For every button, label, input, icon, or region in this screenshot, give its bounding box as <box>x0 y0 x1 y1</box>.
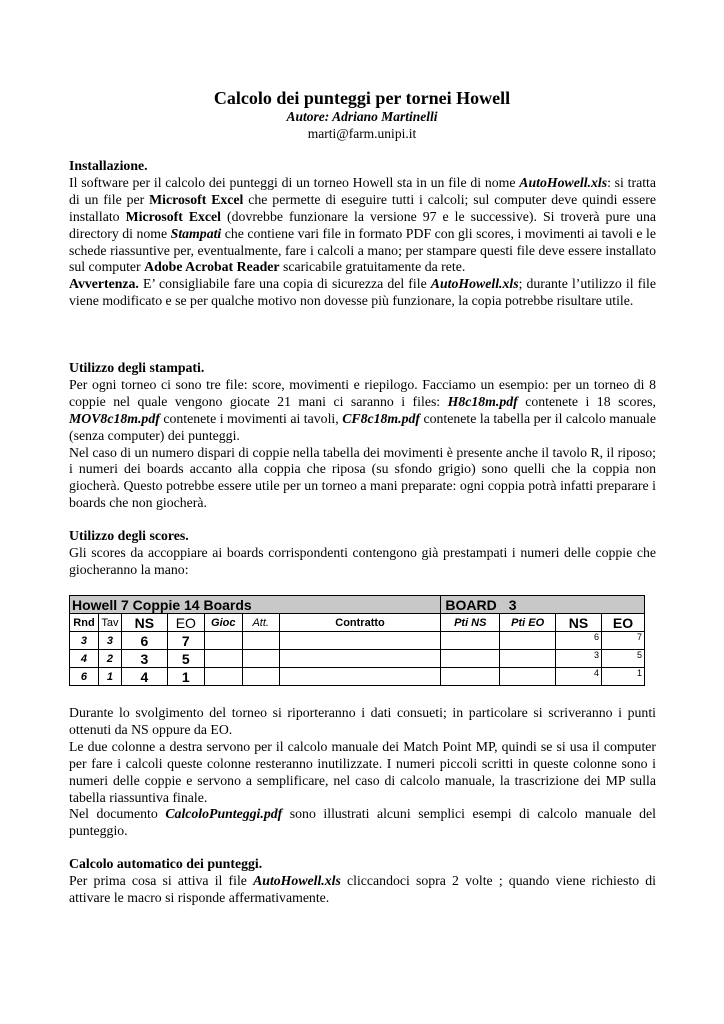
cell-eo: 1 <box>167 668 204 686</box>
cell-contratto <box>279 668 441 686</box>
cell-mp-eo: 7 <box>601 632 644 650</box>
board-label: BOARD <box>445 596 497 613</box>
paragraph-automatico-1: Per prima cosa si attiva il file AutoHowell.xls cliccandoci sopra 2 volte ; quando viene richiesto di attivare le macro si risponde affermativamente. <box>69 872 656 905</box>
cell-pti-eo <box>500 650 556 668</box>
cell-att <box>242 632 279 650</box>
cell-ns: 4 <box>121 668 167 686</box>
cell-pti-ns <box>441 632 500 650</box>
cell-tav: 3 <box>98 632 121 650</box>
cell-pti-eo <box>500 632 556 650</box>
board-number: 3 <box>508 596 517 613</box>
cell-gioc <box>204 668 242 686</box>
cell-mp-eo: 1 <box>601 668 644 686</box>
heading-automatico: Calcolo automatico dei punteggi. <box>69 856 263 871</box>
section-scores <box>69 528 656 579</box>
col-rnd: Rnd <box>70 614 99 632</box>
cell-mp-eo: 5 <box>601 650 644 668</box>
document-author: Autore: Adriano Martinelli <box>286 109 438 124</box>
paragraph-dopo-2: Le due colonne a destra servono per il calcolo manuale dei Match Point MP, quindi se si usa il computer per fare i calcoli queste colonne resteranno inutilizzate. I numeri piccoli scritti in queste colonne sono i numeri delle coppie e servono a semplificare, nel caso di calcolo manuale, la trascrizione dei MP sulla tabella riassuntiva finale. <box>69 738 656 805</box>
cell-rnd: 6 <box>70 668 99 686</box>
section-stampati <box>69 360 656 512</box>
cell-contratto <box>279 632 441 650</box>
col-eo: EO <box>167 614 204 632</box>
paragraph-dopo-3: Nel documento CalcoloPunteggi.pdf sono illustrati alcuni semplici esempi di calcolo manuale del punteggio. <box>69 806 656 839</box>
col-mp-eo: EO <box>601 614 644 632</box>
cell-tav: 1 <box>98 668 121 686</box>
cell-mp-ns: 3 <box>556 650 602 668</box>
cell-mp-ns: 4 <box>556 668 602 686</box>
col-gioc: Gioc <box>204 614 242 632</box>
col-ns: NS <box>121 614 167 632</box>
table-row <box>70 632 645 650</box>
paragraph-stampati-2: Nel caso di un numero dispari di coppie nella tabella dei movimenti è presente anche il tavolo R, il riposo; i numeri dei boards accanto alla coppia che riposa (su sfondo grigio) sono quelli che la coppia non giocherà. Questo potrebbe essere utile per un torneo a mani preparate: ogni coppia potrà infatti preparare i boards che non giocherà. <box>69 444 656 511</box>
cell-pti-ns <box>441 650 500 668</box>
heading-stampati: Utilizzo degli stampati. <box>69 360 205 375</box>
paragraph-stampati-1: Per ogni torneo ci sono tre file: score, movimenti e riepilogo. Facciamo un esempio: per un torneo di 8 coppie nel quale vengono giocate 21 mani ci saranno i files: H8c18m.pdf contenete i 18 scores, MOV8c18m.pdf contenete i movimenti ai tavoli, CF8c18m.pdf contenete la tabella per il calcolo manuale (senza computer) dei punteggi. <box>69 376 657 443</box>
score-table-title: Howell 7 Coppie 14 Boards <box>70 596 441 614</box>
cell-rnd: 4 <box>70 650 99 668</box>
col-mp-ns: NS <box>556 614 602 632</box>
cell-pti-eo <box>500 668 556 686</box>
col-att: Att. <box>242 614 279 632</box>
cell-pti-ns <box>441 668 500 686</box>
board-indicator <box>441 596 645 614</box>
section-dopo-tabella <box>69 705 656 840</box>
score-table <box>69 595 645 686</box>
col-contratto: Contratto <box>279 614 441 632</box>
col-tav: Tav <box>98 614 121 632</box>
score-table-header <box>70 596 645 614</box>
author-email: marti@farm.unipi.it <box>307 126 417 141</box>
col-pti-ns: Pti NS <box>441 614 500 632</box>
score-table-columns <box>70 614 645 632</box>
cell-gioc <box>204 632 242 650</box>
cell-ns: 3 <box>121 650 167 668</box>
table-row <box>70 650 645 668</box>
cell-eo: 5 <box>167 650 204 668</box>
table-row <box>70 668 645 686</box>
cell-att <box>242 668 279 686</box>
cell-rnd: 3 <box>70 632 99 650</box>
section-installazione <box>69 158 656 310</box>
section-automatico <box>69 856 656 907</box>
document-title: Calcolo dei punteggi per tornei Howell <box>213 88 511 108</box>
col-pti-eo: Pti EO <box>500 614 556 632</box>
heading-scores: Utilizzo degli scores. <box>69 528 189 543</box>
cell-mp-ns: 6 <box>556 632 602 650</box>
paragraph-installazione-1: Il software per il calcolo dei punteggi di un torneo Howell sta in un file di nome AutoHowell.xls: si tratta di un file per Microsoft Excel che permette di eseguire tutti i calcoli; sul computer deve quindi essere installato Microsoft Excel (dovrebbe funzionare la versione 97 e le successive). Si troverà pure una directory di nome Stampati che contiene vari file in formato PDF con gli scores, i movimenti ai tavoli e le schede riassuntive per, eventualmente, fare i calcoli a mano; per stampare questi file deve essere installato sul computer Adobe Acrobat Reader scaricabile gratuitamente da rete. <box>69 174 657 275</box>
cell-contratto <box>279 650 441 668</box>
cell-att <box>242 650 279 668</box>
cell-ns: 6 <box>121 632 167 650</box>
heading-installazione: Installazione. <box>69 158 148 173</box>
paragraph-dopo-1: Durante lo svolgimento del torneo si riporteranno i dati consueti; in particolare si scriveranno i punti ottenuti da NS oppure da EO. <box>69 705 656 737</box>
cell-tav: 2 <box>98 650 121 668</box>
cell-eo: 7 <box>167 632 204 650</box>
cell-gioc <box>204 650 242 668</box>
paragraph-avvertenza: Avvertenza. E’ consigliabile fare una copia di sicurezza del file AutoHowell.xls; durante l’utilizzo il file viene modificato e se per qualche motivo non dovesse più funzionare, la copia potrebbe risultare utile. <box>69 276 657 309</box>
paragraph-scores-1: Gli scores da accoppiare ai boards corrispondenti contengono già prestampati i numeri delle coppie che giocheranno la mano: <box>69 544 656 577</box>
